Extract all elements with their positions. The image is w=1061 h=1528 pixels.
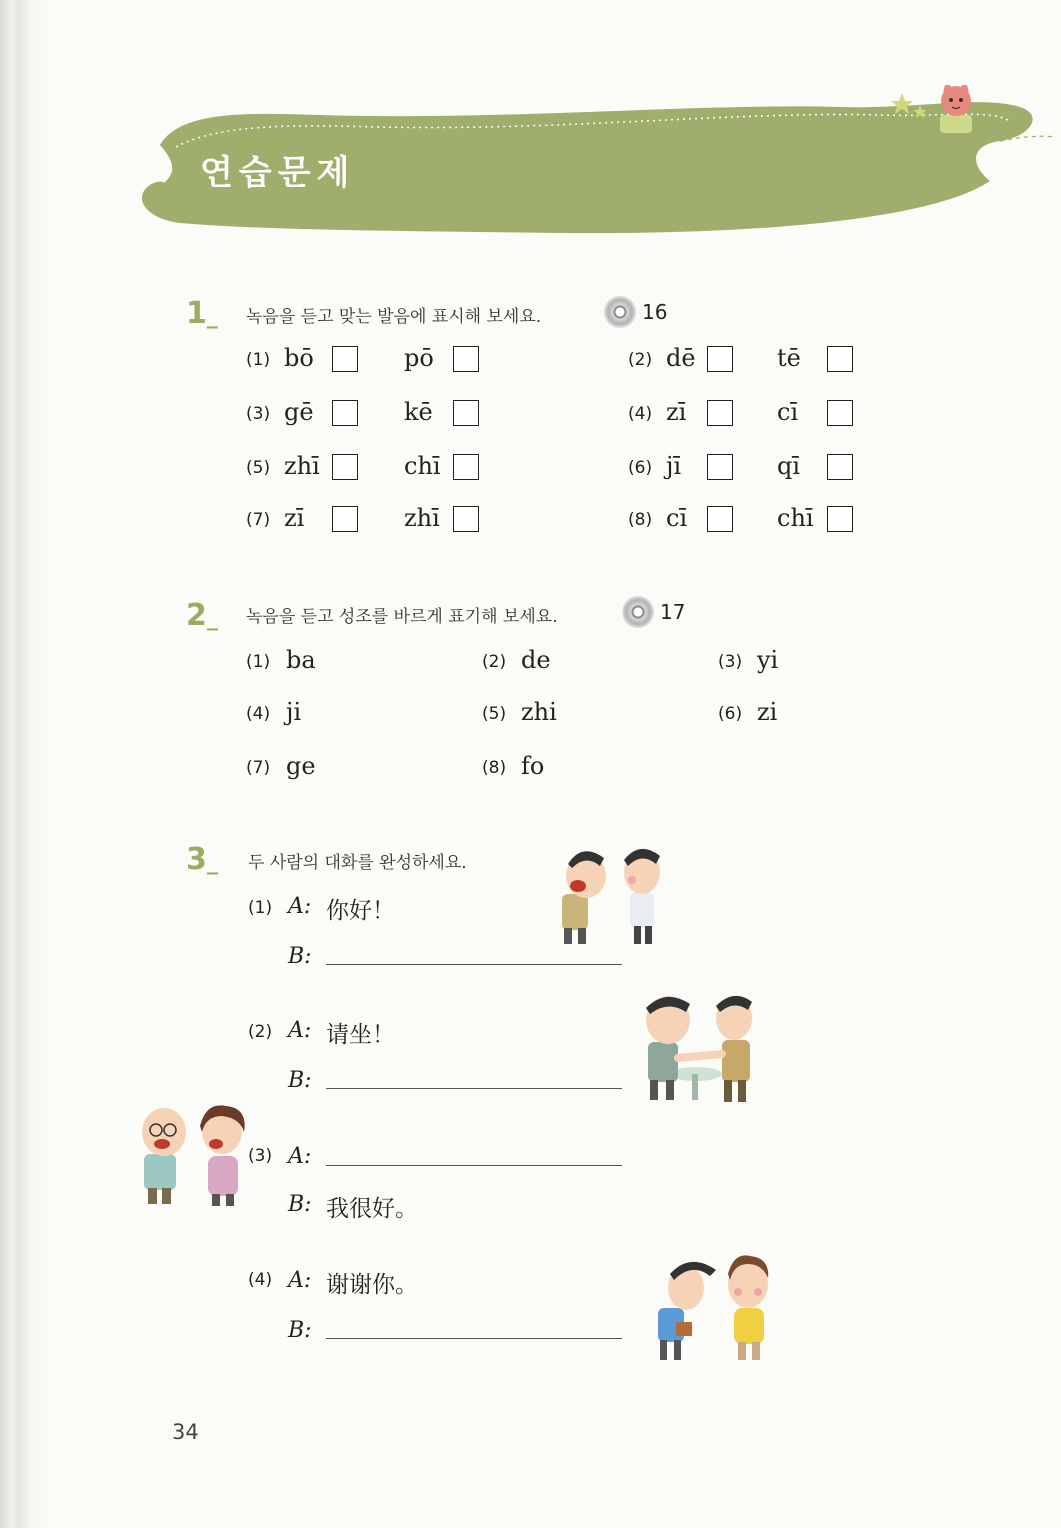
pinyin-option: qī xyxy=(777,452,801,480)
answer-checkbox[interactable] xyxy=(827,400,853,426)
pinyin-option: chī xyxy=(777,504,814,532)
item-number: (6) xyxy=(718,704,743,724)
page-binding-shadow xyxy=(0,0,52,1528)
pinyin-option: bō xyxy=(284,344,314,372)
track-number: 16 xyxy=(642,300,668,324)
item-number: (1) xyxy=(246,350,271,370)
page-title: 연습문제 xyxy=(200,153,356,193)
speaker-a-text: 谢谢你。 xyxy=(326,1272,418,1298)
question-instruction: 녹음을 듣고 성조를 바르게 표기해 보세요. xyxy=(246,607,558,627)
speaker-b-label: B: xyxy=(288,1318,312,1343)
pinyin-option: chī xyxy=(404,452,441,480)
pinyin-option: zī xyxy=(284,504,305,532)
speaker-a-label: A: xyxy=(288,1018,312,1043)
speaker-b-label: B: xyxy=(288,944,312,969)
item-number: (2) xyxy=(482,652,507,672)
speaker-a-label: A: xyxy=(288,894,312,919)
pinyin-syllable: yi xyxy=(757,646,779,674)
item-number: (8) xyxy=(628,510,653,530)
pinyin-option: dē xyxy=(666,344,696,372)
pinyin-option: zhī xyxy=(404,504,440,532)
pinyin-option: tē xyxy=(777,344,801,372)
item-number: (3) xyxy=(718,652,743,672)
gift-thanks-illustration xyxy=(650,1252,780,1364)
speaker-a-label: A: xyxy=(288,1144,312,1169)
item-number: (4) xyxy=(628,404,653,424)
answer-checkbox[interactable] xyxy=(332,506,358,532)
item-number: (2) xyxy=(628,350,653,370)
question-instruction: 녹음을 듣고 맞는 발음에 표시해 보세요. xyxy=(246,307,542,327)
answer-checkbox[interactable] xyxy=(827,454,853,480)
cd-icon xyxy=(622,596,654,628)
item-number: (8) xyxy=(482,758,507,778)
item-number: (3) xyxy=(248,1146,273,1166)
item-number: (7) xyxy=(246,758,271,778)
answer-checkbox[interactable] xyxy=(707,506,733,532)
pinyin-option: zī xyxy=(666,398,687,426)
answer-checkbox[interactable] xyxy=(707,346,733,372)
question-instruction: 두 사람의 대화를 완성하세요. xyxy=(248,853,467,873)
answer-line[interactable] xyxy=(326,964,622,965)
item-number: (4) xyxy=(248,1270,273,1290)
pinyin-option: cī xyxy=(666,504,688,532)
pinyin-option: zhī xyxy=(284,452,320,480)
answer-checkbox[interactable] xyxy=(827,346,853,372)
pinyin-syllable: ji xyxy=(286,698,302,726)
speaker-a-text: 你好！ xyxy=(326,898,395,924)
answer-line[interactable] xyxy=(326,1165,622,1166)
greeting-bow-illustration xyxy=(552,836,682,948)
speaker-b-text: 我很好。 xyxy=(326,1196,418,1222)
item-number: (1) xyxy=(246,652,271,672)
answer-checkbox[interactable] xyxy=(453,454,479,480)
answer-checkbox[interactable] xyxy=(707,454,733,480)
item-number: (6) xyxy=(628,458,653,478)
pinyin-syllable: zhi xyxy=(521,698,557,726)
speaker-b-label: B: xyxy=(288,1192,312,1217)
speaker-a-text: 请坐！ xyxy=(326,1022,395,1048)
answer-checkbox[interactable] xyxy=(332,400,358,426)
pinyin-syllable: ba xyxy=(286,646,316,674)
pinyin-syllable: ge xyxy=(286,752,316,780)
answer-checkbox[interactable] xyxy=(332,454,358,480)
track-number: 17 xyxy=(660,600,686,624)
answer-checkbox[interactable] xyxy=(453,400,479,426)
item-number: (7) xyxy=(246,510,271,530)
speaker-b-label: B: xyxy=(288,1068,312,1093)
pinyin-option: kē xyxy=(404,398,433,426)
item-number: (4) xyxy=(246,704,271,724)
answer-checkbox[interactable] xyxy=(453,346,479,372)
pinyin-option: cī xyxy=(777,398,799,426)
handshake-illustration xyxy=(636,990,762,1106)
question-number: 2_ xyxy=(186,598,218,633)
answer-line[interactable] xyxy=(326,1088,622,1089)
item-number: (3) xyxy=(246,404,271,424)
item-number: (2) xyxy=(248,1022,273,1042)
cd-icon xyxy=(604,296,636,328)
item-number: (1) xyxy=(248,898,273,918)
elderly-couple-illustration xyxy=(136,1100,260,1208)
speaker-a-label: A: xyxy=(288,1268,312,1293)
answer-checkbox[interactable] xyxy=(707,400,733,426)
answer-checkbox[interactable] xyxy=(332,346,358,372)
question-number: 1_ xyxy=(186,296,218,331)
answer-checkbox[interactable] xyxy=(827,506,853,532)
answer-checkbox[interactable] xyxy=(453,506,479,532)
item-number: (5) xyxy=(482,704,507,724)
pinyin-option: jī xyxy=(666,452,682,480)
pinyin-option: gē xyxy=(284,398,314,426)
answer-line[interactable] xyxy=(326,1338,622,1339)
question-number: 3_ xyxy=(186,842,218,877)
cat-mascot-icon xyxy=(940,85,972,133)
item-number: (5) xyxy=(246,458,271,478)
pinyin-syllable: zi xyxy=(757,698,778,726)
pinyin-option: pō xyxy=(404,344,434,372)
pinyin-syllable: de xyxy=(521,646,551,674)
page-number: 34 xyxy=(172,1420,199,1444)
pinyin-syllable: fo xyxy=(521,752,545,780)
